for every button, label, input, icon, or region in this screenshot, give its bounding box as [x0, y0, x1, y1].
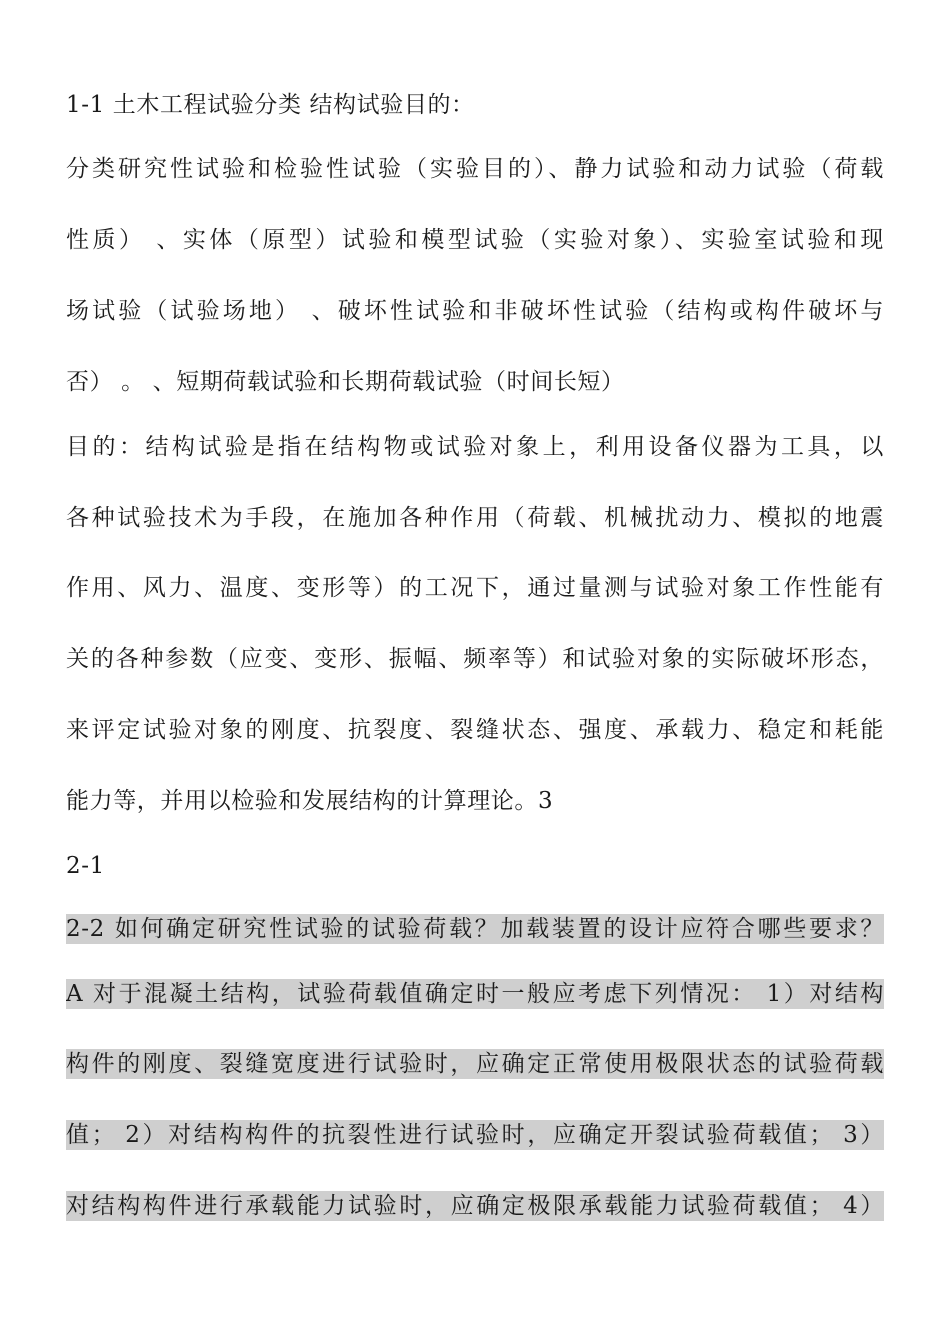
- answer-line-2: 构件的刚度、裂缝宽度进行试验时，应确定正常使用极限状态的试验荷载: [66, 1051, 884, 1077]
- answer-line-1: A 对于混凝土结构，试验荷载值确定时一般应考虑下列情况： 1）对结构: [66, 981, 884, 1007]
- answer-line-4: 对结构构件进行承载能力试验时，应确定极限承载能力试验荷载值； 4）: [66, 1193, 884, 1219]
- classification-line-3: 场试验（试验场地） 、破坏性试验和非破坏性试验（结构或构件破坏与: [66, 298, 884, 324]
- section-2-1-label: 2-1: [66, 853, 105, 879]
- purpose-line-2: 各种试验技术为手段，在施加各种作用（荷载、机械扰动力、模拟的地震: [66, 505, 884, 531]
- classification-line-1: 分类研究性试验和检验性试验（实验目的）、静力试验和动力试验（荷载: [66, 156, 884, 182]
- purpose-line-3: 作用、风力、温度、变形等）的工况下，通过量测与试验对象工作性能有: [66, 575, 884, 601]
- classification-line-2: 性质） 、实体（原型）试验和模型试验（实验对象）、实验室试验和现: [66, 227, 884, 253]
- answer-line-3: 值； 2）对结构构件的抗裂性进行试验时，应确定开裂试验荷载值； 3）: [66, 1122, 884, 1148]
- purpose-line-1: 目的：结构试验是指在结构物或试验对象上，利用设备仪器为工具，以: [66, 434, 884, 460]
- section-heading: 1-1 土木工程试验分类 结构试验目的：: [66, 92, 475, 118]
- purpose-line-5: 来评定试验对象的刚度、抗裂度、裂缝状态、强度、承载力、稳定和耗能: [66, 717, 884, 743]
- question-2-2: 2-2 如何确定研究性试验的试验荷载？加载装置的设计应符合哪些要求？: [66, 916, 884, 942]
- purpose-line-6: 能力等，并用以检验和发展结构的计算理论。3: [66, 788, 554, 814]
- purpose-line-4: 关的各种参数（应变、变形、振幅、频率等）和试验对象的实际破坏形态，: [66, 646, 884, 672]
- classification-line-4: 否） 。 、短期荷载试验和长期荷载试验（时间长短）: [66, 369, 625, 395]
